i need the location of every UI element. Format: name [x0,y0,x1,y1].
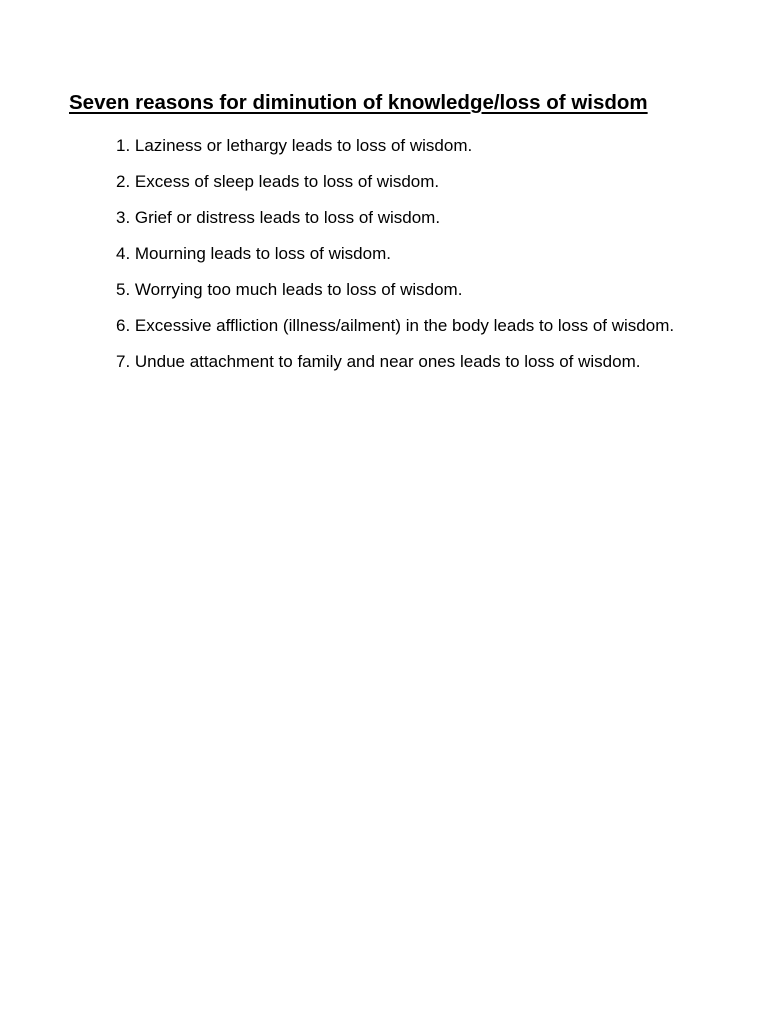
reason-item-7: 7. Undue attachment to family and near ones leads to loss of wisdom. [116,352,641,371]
document-title: Seven reasons for diminution of knowledge/loss of wisdom [69,91,648,114]
reason-list [116,134,696,386]
reason-item-5: 5. Worrying too much leads to loss of wisdom. [116,280,463,299]
reason-item-6: 6. Excessive affliction (illness/ailment) in the body leads to loss of wisdom. [116,316,675,335]
reason-item-2: 2. Excess of sleep leads to loss of wisdom. [116,172,440,191]
reason-item-4: 4. Mourning leads to loss of wisdom. [116,244,391,263]
reason-item-1: 1. Laziness or lethargy leads to loss of wisdom. [116,136,473,155]
reason-item-3: 3. Grief or distress leads to loss of wisdom. [116,208,441,227]
